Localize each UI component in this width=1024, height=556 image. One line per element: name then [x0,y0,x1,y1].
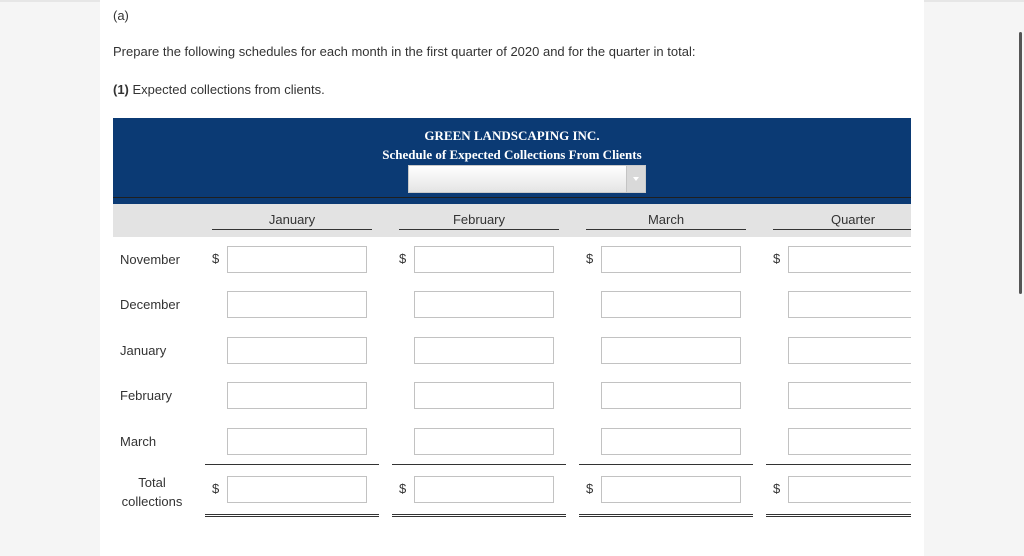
input-total-march[interactable] [601,476,741,503]
period-dropdown[interactable] [408,165,646,193]
input-february-february[interactable] [414,382,554,409]
sum-line-february [392,464,566,465]
input-total-quarter[interactable] [788,476,911,503]
input-january-quarter[interactable] [788,337,911,364]
double-underline-quarter [766,514,911,517]
company-name: GREEN LANDSCAPING INC. [424,128,600,143]
row-label-total-collections [120,473,184,511]
dollar-sign: $ [586,251,594,266]
total-label-line2: collections [121,494,183,509]
instruction-text: Prepare the following schedules for each month in the first quarter of 2020 and for the quarter in total: [113,44,696,59]
input-november-february[interactable] [414,246,554,273]
double-underline-january [205,514,379,517]
input-march-quarter[interactable] [788,428,911,455]
input-march-february[interactable] [414,428,554,455]
dollar-sign: $ [399,251,407,266]
column-underline-february [399,229,559,230]
page-scrollbar[interactable] [1019,32,1022,294]
row-label-february: February [120,388,173,403]
row-label-march: March [120,434,157,449]
column-underline-january [212,229,372,230]
dollar-sign: $ [773,251,781,266]
input-december-january[interactable] [227,291,367,318]
sum-line-march [579,464,753,465]
column-header-february: February [452,212,506,227]
dollar-sign: $ [586,481,594,496]
input-total-february[interactable] [414,476,554,503]
input-december-quarter[interactable] [788,291,911,318]
column-header-january: January [268,212,316,227]
chevron-down-icon[interactable] [626,166,645,192]
input-march-march[interactable] [601,428,741,455]
input-january-january[interactable] [227,337,367,364]
input-november-january[interactable] [227,246,367,273]
column-underline-march [586,229,746,230]
schedule-title: Schedule of Expected Collections From Clients [382,147,642,162]
part-label: (a) [113,8,129,23]
schedule-header [113,118,911,204]
input-december-february[interactable] [414,291,554,318]
row-label-november: November [120,252,180,267]
column-header-march: March [647,212,685,227]
column-underline-quarter [773,229,911,230]
sub-question-number: (1) [113,82,129,97]
input-february-quarter[interactable] [788,382,911,409]
total-label-line1: Total [138,475,166,490]
header-rule [113,197,911,198]
dollar-sign: $ [773,481,781,496]
dollar-sign: $ [212,251,220,266]
column-header-quarter: Quarter [830,212,876,227]
input-january-february[interactable] [414,337,554,364]
sum-line-quarter [766,464,911,465]
dollar-sign: $ [212,481,220,496]
input-total-january[interactable] [227,476,367,503]
sum-line-january [205,464,379,465]
input-december-march[interactable] [601,291,741,318]
row-label-december: December [120,297,180,312]
input-february-january[interactable] [227,382,367,409]
input-november-march[interactable] [601,246,741,273]
row-label-january: January [120,343,167,358]
input-february-march[interactable] [601,382,741,409]
double-underline-february [392,514,566,517]
sub-question [113,82,325,97]
input-november-quarter[interactable] [788,246,911,273]
input-january-march[interactable] [601,337,741,364]
double-underline-march [579,514,753,517]
sub-question-text: Expected collections from clients. [128,82,325,97]
dollar-sign: $ [399,481,407,496]
input-march-january[interactable] [227,428,367,455]
